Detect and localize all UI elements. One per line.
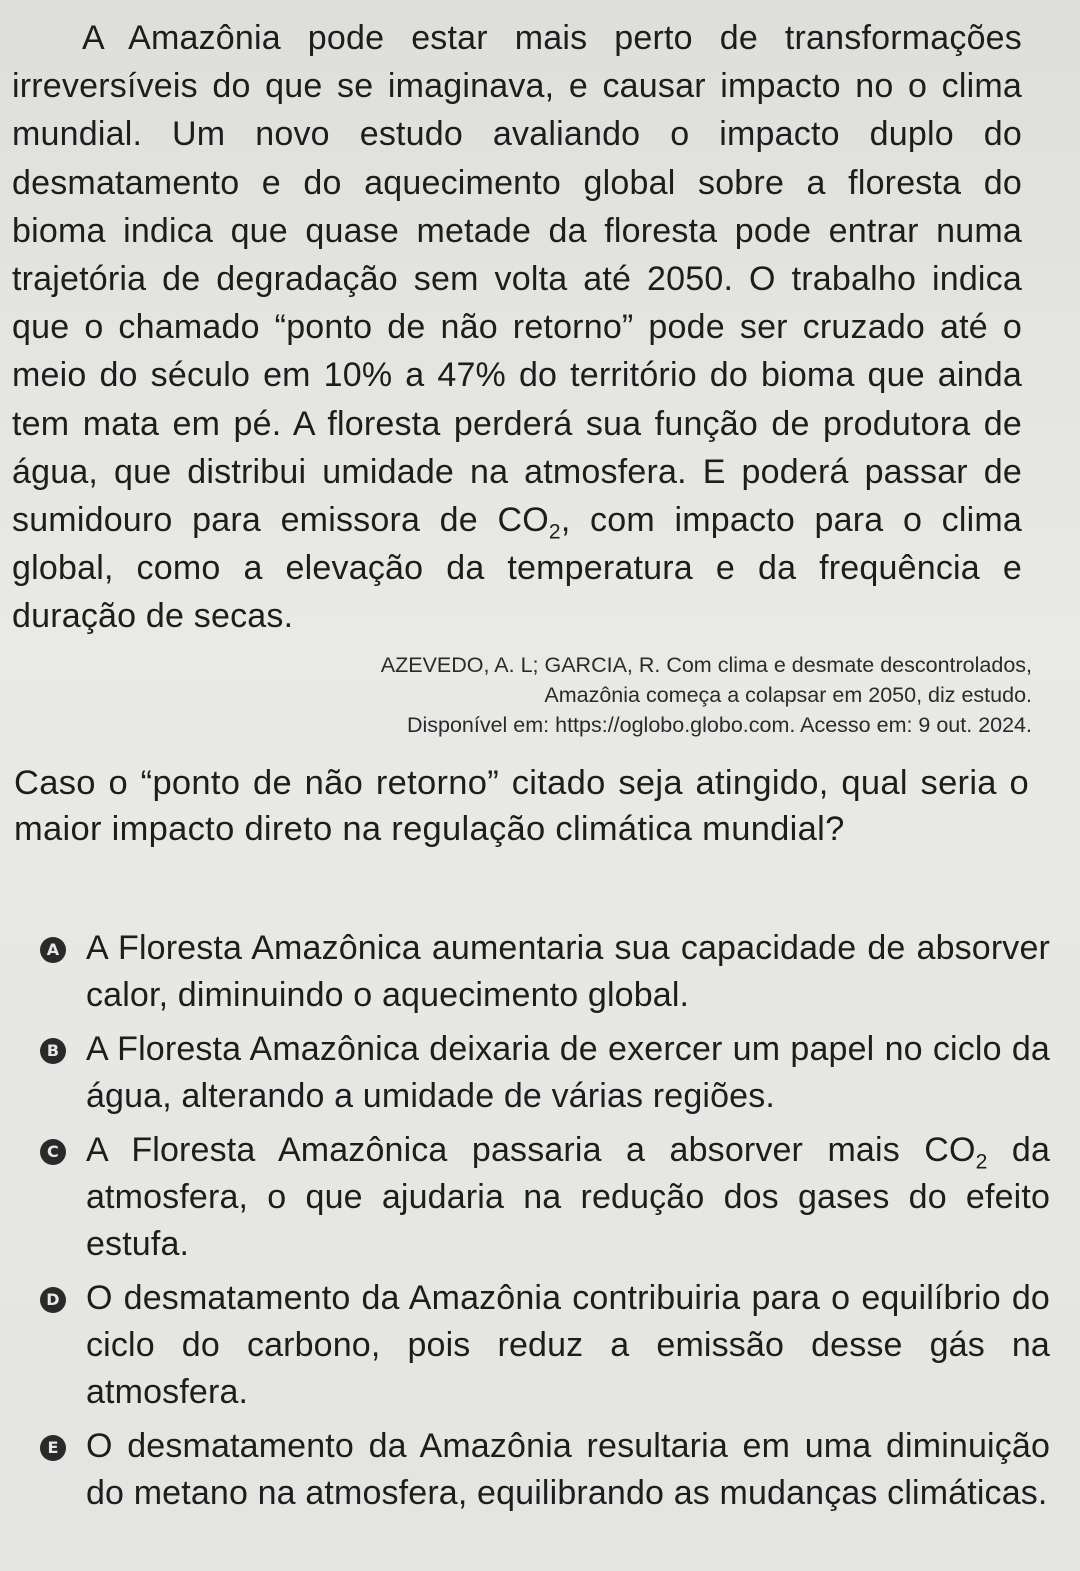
option-d[interactable] [40,1275,1050,1416]
option-letter-badge: C [40,1139,66,1165]
option-letter-badge: B [40,1038,66,1064]
citation-line-1: AZEVEDO, A. L; GARCIA, R. Com clima e desmate descontrolados, [380,653,1032,677]
option-b[interactable] [40,1026,1050,1120]
question-stem: Caso o “ponto de não retorno” citado seja atingido, qual seria o maior impacto direto na regulação climática mundial? [14,764,1029,848]
passage-text [12,14,1022,641]
citation-line-2: Amazônia começa a colapsar em 2050, diz estudo. [544,683,1032,707]
option-text-end: da atmosfera, o que ajudaria na redução dos gases do efeito estufa. [86,1131,1050,1263]
option-text: O desmatamento da Amazônia contribuiria para o equilíbrio do ciclo do carbono, pois reduz a emissão desse gás na atmosfera. [86,1279,1050,1411]
option-a[interactable] [40,925,1050,1019]
option-letter-badge: A [40,937,66,963]
citation-line-3: Disponível em: https://oglobo.globo.com. Acesso em: 9 out. 2024. [406,713,1032,737]
option-text-start: A Floresta Amazônica passaria a absorver mais CO [86,1131,976,1169]
answer-options [40,925,1050,1517]
option-text: A Floresta Amazônica aumentaria sua capacidade de absorver calor, diminuindo o aquecimento global. [86,929,1050,1014]
option-c[interactable] [40,1127,1050,1268]
option-text [86,1131,1050,1263]
option-e[interactable] [40,1423,1050,1517]
option-letter-badge: E [40,1435,66,1461]
passage-ending: , com impacto para o clima global, como a elevação da temperatura e da frequência e duração de secas. [12,501,1022,636]
co2-subscript: 2 [975,1150,988,1174]
option-text: O desmatamento da Amazônia resultaria em uma diminuição do metano na atmosfera, equilibrando as mudanças climáticas. [86,1427,1050,1512]
co2-subscript: 2 [548,520,561,544]
option-text: A Floresta Amazônica deixaria de exercer um papel no ciclo da água, alterando a umidade de várias regiões. [86,1030,1050,1115]
option-letter-badge: D [40,1287,66,1313]
source-citation [212,650,1032,740]
passage-body: A Amazônia pode estar mais perto de transformações irreversíveis do que se imaginava, e causar impacto no o clima mundial. Um novo estudo avaliando o impacto duplo do desmatamento e do aquecimento global sobre a floresta do bioma indica que quase metade da floresta pode entrar numa trajetória de degradação sem volta até 2050. O trabalho indica que o chamado “ponto de não retorno” pode ser cruzado até o meio do século em 10% a 47% do território do bioma que ainda tem mata em pé. A floresta perderá sua função de produtora de água, que distribui umidade na atmosfera. E poderá passar de sumidouro para emissora de CO [12,19,1022,540]
